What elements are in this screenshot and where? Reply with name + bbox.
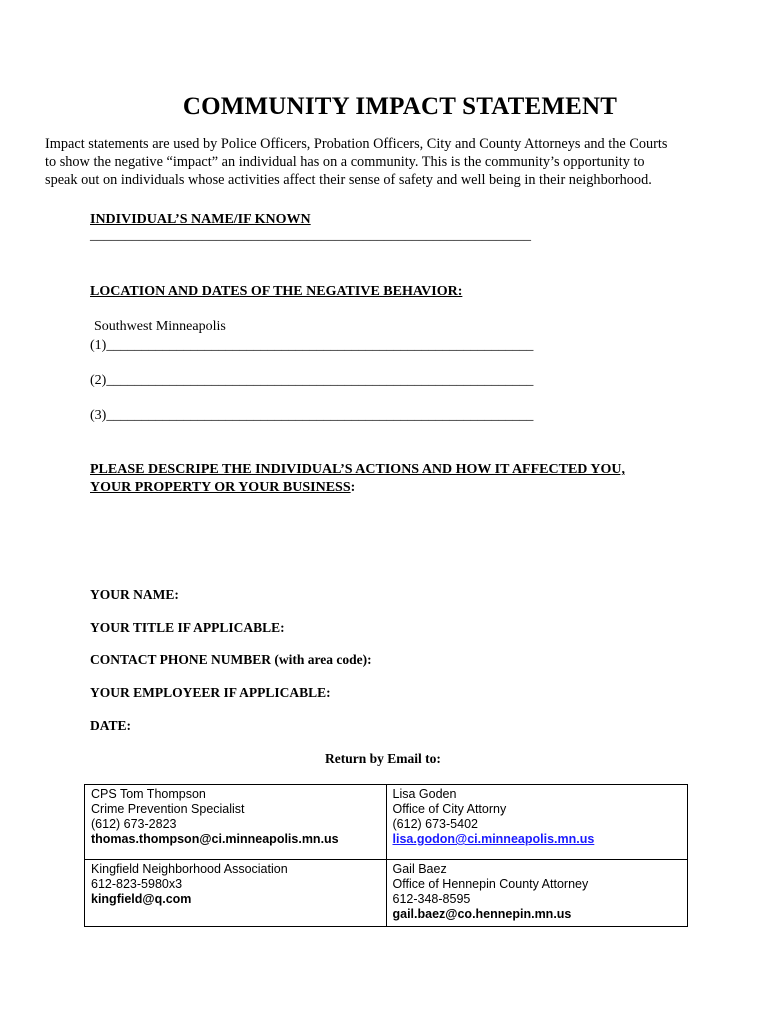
contact-phone: 612-823-5980x3 bbox=[91, 877, 183, 891]
location-line-3[interactable]: (3)_____________________________________________________________ bbox=[90, 408, 534, 423]
contacts-table bbox=[84, 784, 688, 927]
individual-name-heading: INDIVIDUAL’S NAME/IF KNOWN bbox=[90, 212, 311, 227]
page-title: COMMUNITY IMPACT STATEMENT bbox=[182, 93, 618, 120]
contact-cell-goden bbox=[386, 785, 688, 860]
contact-email-link[interactable]: lisa.godon@ci.minneapolis.mn.us bbox=[392, 832, 595, 846]
individual-name-blank[interactable]: _______________________________________________________________ bbox=[90, 228, 531, 243]
describe-heading-line1: PLEASE DESCRIPE THE INDIVIDUAL’S ACTIONS AND HOW IT AFFECTED YOU, bbox=[90, 462, 625, 477]
location-entry[interactable]: Southwest Minneapolis bbox=[94, 319, 226, 334]
describe-heading-line2: YOUR PROPERTY OR YOUR BUSINESS bbox=[90, 480, 351, 495]
intro-line: speak out on individuals whose activities affect their sense of safety and well being in their neighborhood. bbox=[45, 172, 652, 188]
contact-cell-thompson bbox=[85, 785, 387, 860]
contact-phone: (612) 673-2823 bbox=[91, 817, 177, 831]
date-label: DATE: bbox=[90, 718, 132, 733]
location-line-1[interactable]: (1)_____________________________________________________________ bbox=[90, 338, 534, 353]
describe-heading-line2-wrap bbox=[90, 480, 355, 496]
contact-phone: 612-348-8595 bbox=[392, 892, 471, 906]
contact-cell-baez bbox=[386, 860, 688, 927]
contact-email: gail.baez@co.hennepin.mn.us bbox=[392, 907, 572, 921]
your-name-label: YOUR NAME: bbox=[90, 587, 179, 602]
contact-email: kingfield@q.com bbox=[91, 892, 192, 906]
table-row bbox=[85, 785, 688, 860]
intro-line: Impact statements are used by Police Officers, Probation Officers, City and County Attorneys and the Courts bbox=[45, 136, 668, 152]
contact-name: CPS Tom Thompson bbox=[91, 787, 206, 801]
contact-email: thomas.thompson@ci.minneapolis.mn.us bbox=[91, 832, 339, 846]
location-heading: LOCATION AND DATES OF THE NEGATIVE BEHAVIOR: bbox=[90, 284, 463, 299]
table-row bbox=[85, 860, 688, 927]
contact-phone: (612) 673-5402 bbox=[392, 817, 478, 831]
contact-name: Gail Baez bbox=[392, 862, 447, 876]
contact-role: Office of City Attorny bbox=[392, 802, 507, 816]
contact-role: Crime Prevention Specialist bbox=[91, 802, 245, 816]
location-line-2[interactable]: (2)_____________________________________________________________ bbox=[90, 373, 534, 388]
describe-heading-colon: : bbox=[350, 480, 356, 495]
return-by-email-label: Return by Email to: bbox=[325, 751, 441, 766]
your-employer-label: YOUR EMPLOYEER IF APPLICABLE: bbox=[90, 685, 331, 700]
contact-name: Kingfield Neighborhood Association bbox=[91, 862, 288, 876]
contact-role: Office of Hennepin County Attorney bbox=[392, 877, 589, 891]
your-title-label: YOUR TITLE IF APPLICABLE: bbox=[90, 620, 285, 635]
intro-paragraph bbox=[45, 135, 735, 189]
contact-name: Lisa Goden bbox=[392, 787, 457, 801]
contact-phone-label: CONTACT PHONE NUMBER (with area code): bbox=[90, 652, 372, 667]
contact-cell-kingfield bbox=[85, 860, 387, 927]
intro-line: to show the negative “impact” an individual has on a community. This is the community’s opportunity to bbox=[45, 154, 645, 170]
